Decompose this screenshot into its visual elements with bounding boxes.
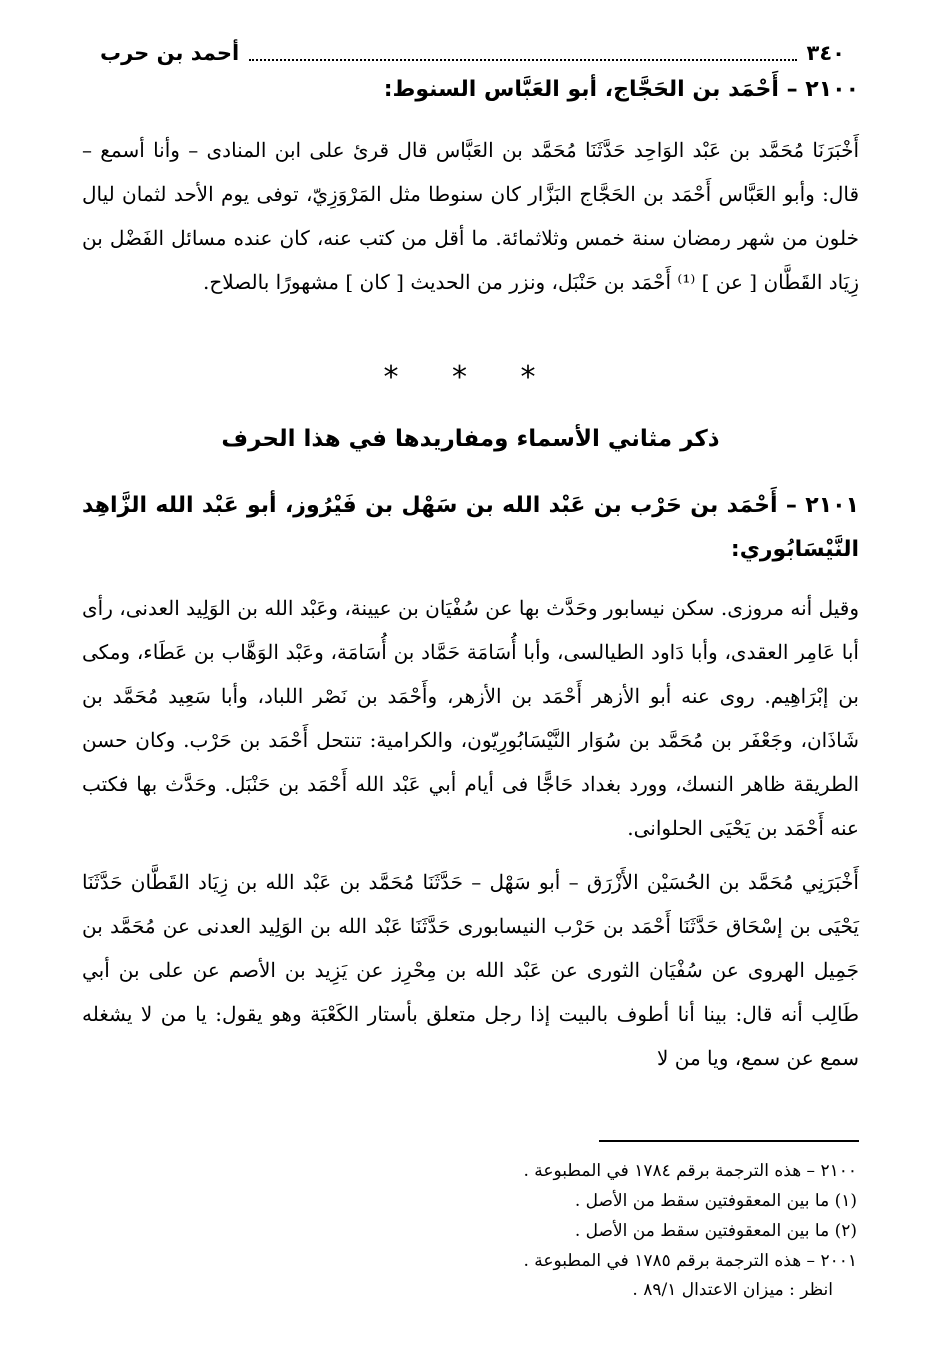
entry-2101-body-2: أَخْبَرَنِي مُحَمَّد بن الحُسَيْن الأَزْرَق – أبو سَهْل – حَدَّثَنَا مُحَمَّد بن عَبْد الله بن زِيَاد القَطَّان حَدَّثَنَا يَحْيَى بن إسْحَاق حَدَّثَنَا أَحْمَد بن حَرْب النيسابورى حَدَّثَنَا عَبْد الله بن الوَلِيد العدنى عن مُحَمَّد بن جَمِيل الهروى عن سُفْيَان الثورى عن عَبْد الله بن مِحْرِز عن يَزِيد بن الأصم عن على بن أبي طَالِب أنه قال: بينا أنا أطوف بالبيت إذا رجل متعلق بأستار الكَعْبَة وهو يقول: يا من لا يشغله سمع عن سمع، ويا من لا	[82, 870, 859, 1070]
running-header	[100, 38, 845, 68]
footnote-2: (١) ما بين المعقوفتين سقط من الأصل .	[574, 1191, 857, 1211]
footnote-rule	[599, 1140, 859, 1142]
header-dotted-leader	[249, 45, 796, 61]
entry-2101	[82, 484, 859, 1080]
footnote-4: ٢٠٠١ – هذه الترجمة برقم ١٧٨٥ في المطبوعة .	[523, 1251, 857, 1271]
page-number: ٣٤٠	[806, 41, 845, 65]
section-separator: * * *	[383, 360, 558, 395]
footnote-5: انظر : ميزان الاعتدال ٨٩/١ .	[632, 1280, 833, 1300]
entry-2101-heading: ٢١٠١ – أَحْمَد بن حَرْب بن عَبْد الله بن سَهْل بن فَيْرُوز، أبو عَبْد الله الزَّاهِد النَّيْسَابُوري:	[82, 493, 859, 562]
entry-2100	[82, 68, 859, 304]
footnote-3: (٢) ما بين المعقوفتين سقط من الأصل .	[574, 1221, 857, 1241]
entry-2100-heading: ٢١٠٠ – أَحْمَد بن الحَجَّاج، أبو العَبَّاس السنوط:	[383, 77, 859, 102]
running-title: أحمد بن حرب	[100, 41, 240, 65]
entry-2101-body-1: وقيل أنه مروزى. سكن نيسابور وحَدَّث بها عن سُفْيَان بن عيينة، وعَبْد الله بن الوَلِيد العدنى، رأى أبا عَامِر العقدى، وأبا دَاود الطيالسى، وأبا أُسَامَة حَمَّاد بن أُسَامَة، وعَبْد الوَهَّاب بن عَطَاء، ومكى بن إبْرَاهِيم. روى عنه أبو الأزهر أَحْمَد بن الأزهر، وأَحْمَد بن نَصْر اللباد، وأبا سَعِيد مُحَمَّد بن شَاذَان، وجَعْفَر بن مُحَمَّد بن سُوَار النَّيْسَابُورِيّون، والكرامية: تنتحل أَحْمَد بن حَرْب. وكان حسن الطريقة ظاهر النسك، وورد بغداد حَاجًّا فى أيام أبي عَبْد الله أَحْمَد بن حَنْبَل. وحَدَّث بها فكتب عنه أَحْمَد بن يَحْيَى الحلوانى.	[82, 596, 860, 840]
entry-2100-body: أَخْبَرَنَا مُحَمَّد بن عَبْد الوَاحِد حَدَّثَنَا مُحَمَّد بن العَبَّاس قال قرئ على ابن المنادى – وأنا أسمع – قال: وأبو العَبَّاس أَحْمَد بن الحَجَّاج البَزَّار كان سنوطا مثل المَرْوَزِيّ، توفى يوم الأحد لثمان ليال خلون من شهر رمضان سنة خمس وثلاثمائة. ما أقل من كتب عنه، كان عنده مسائل الفَضْل بن زِيَاد القَطَّان [ عن ] ⁽¹⁾ أَحْمَد بن حَنْبَل، ونزر من الحديث [ كان ] مشهورًا بالصلاح.	[82, 138, 859, 294]
section-title: ذكر مثاني الأسماء ومفاريدها في هذا الحرف	[221, 426, 720, 452]
footnote-1: ٢١٠٠ – هذه الترجمة برقم ١٧٨٤ في المطبوعة .	[523, 1161, 857, 1181]
